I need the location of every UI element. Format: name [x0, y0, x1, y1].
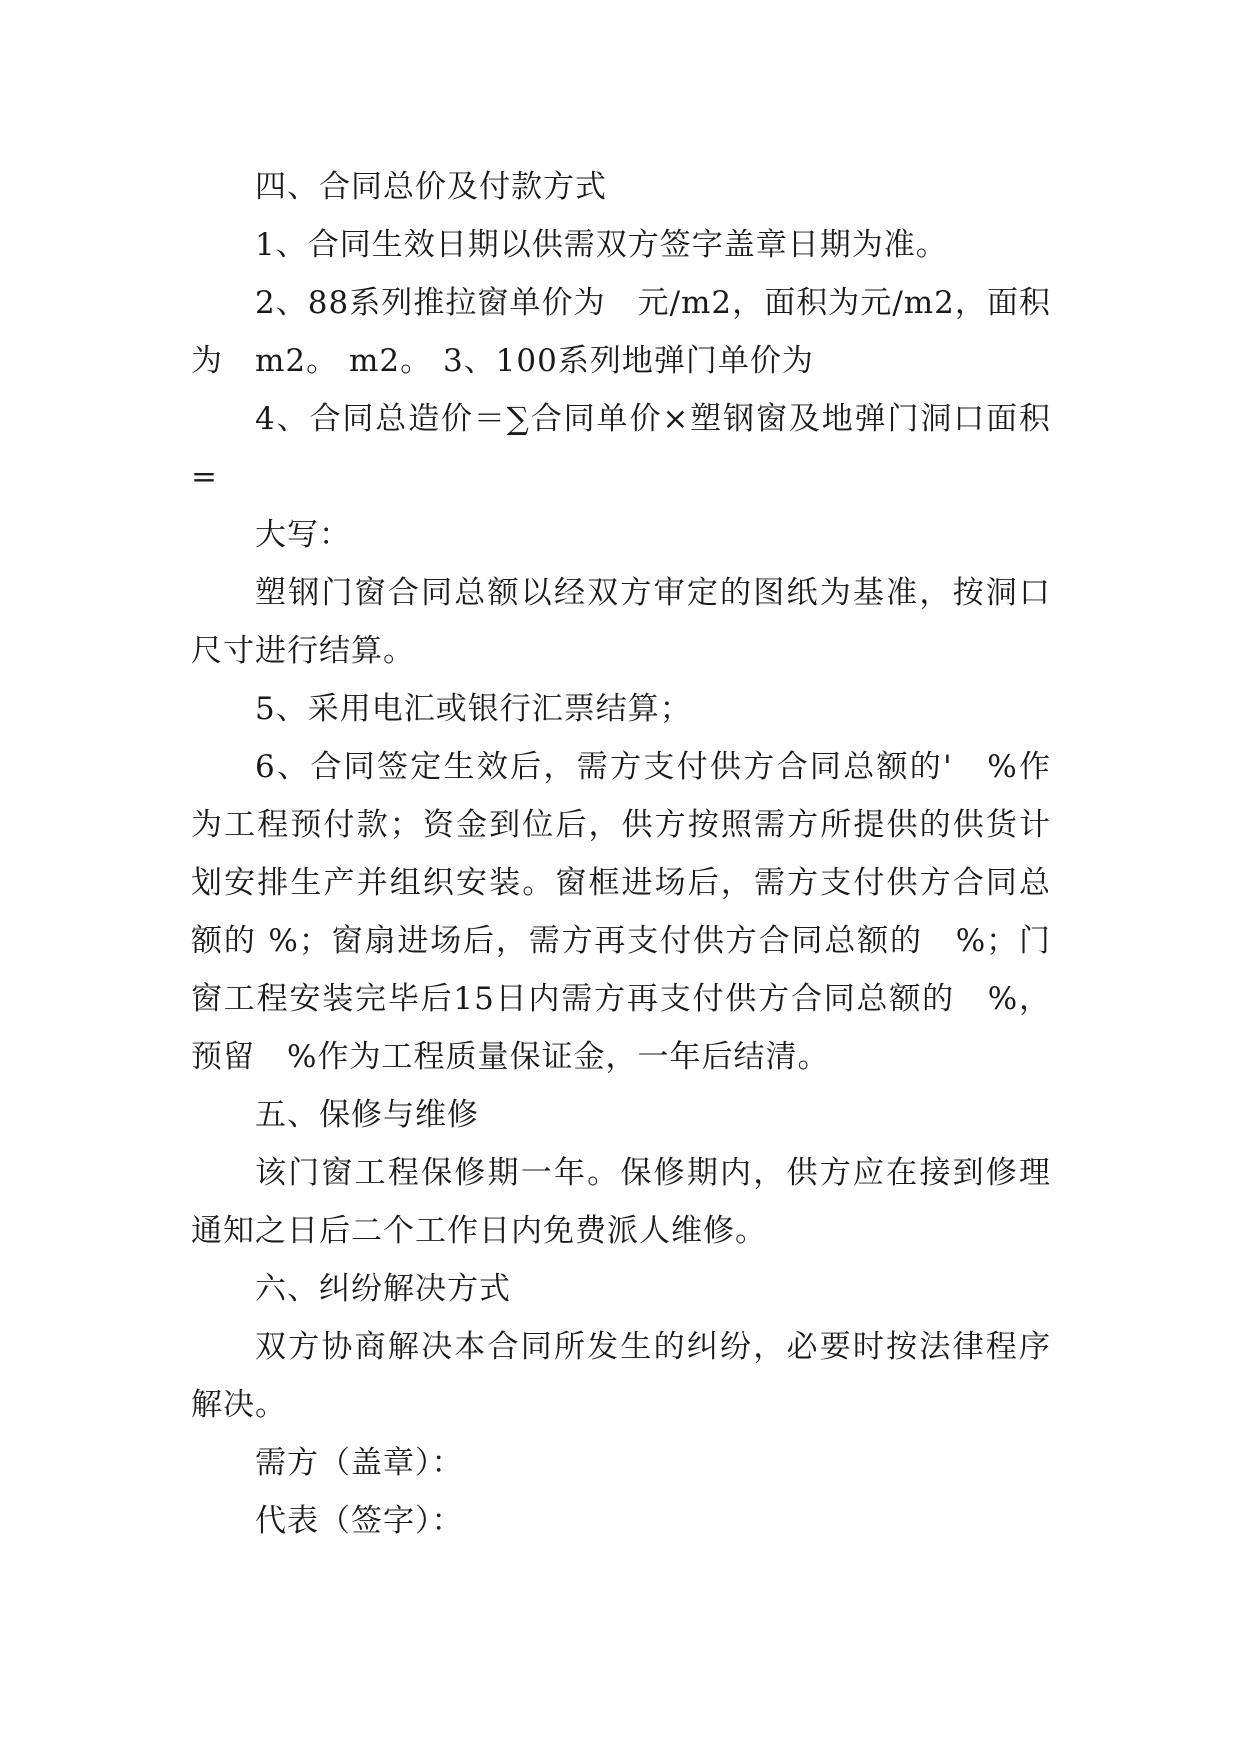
clause-payment-method: 5、采用电汇或银行汇票结算； [255, 691, 692, 727]
clause-amount-in-words: 大写： [255, 517, 351, 553]
clause-dispute-resolution: 双方协商解决本合同所发生的纠纷，必要时按法律程序解决。 [191, 1329, 1051, 1423]
clause-total-cost: 4、合同总造价＝∑合同单价×塑钢窗及地弹门洞口面积= [191, 401, 1051, 495]
section-heading-total-price-payment: 四、合同总价及付款方式 [255, 169, 607, 205]
clause-effective-date: 1、合同生效日期以供需双方签字盖章日期为准。 [255, 227, 948, 263]
section-heading-dispute: 六、纠纷解决方式 [255, 1271, 511, 1307]
clause-settlement-basis: 塑钢门窗合同总额以经双方审定的图纸为基准，按洞口尺寸进行结算。 [191, 575, 1051, 669]
signature-buyer-seal: 需方（盖章）： [255, 1445, 464, 1481]
clause-unit-price: 2、88系列推拉窗单价为 元/m2，面积为元/m2，面积为 m2。 m2。 3、100系列地弹门单价为 [191, 285, 1051, 379]
section-heading-warranty: 五、保修与维修 [255, 1097, 479, 1133]
clause-warranty-period: 该门窗工程保修期一年。保修期内，供方应在接到修理通知之日后二个工作日内免费派人维修。 [191, 1155, 1051, 1249]
clause-payment-schedule: 6、合同签定生效后，需方支付供方合同总额的' %作为工程预付款；资金到位后，供方按照需方所提供的供货计划安排生产并组织安装。窗框进场后，需方支付供方合同总额的 %；窗扇进场后，需方再支付供方合同总额的 %；门窗工程安装完毕后15日内需方再支付供方合同总额的 %，预留 %作为工程质量保证金，一年后结清。 [191, 749, 1051, 1075]
document-body [191, 158, 1051, 1550]
signature-representative: 代表（签字）： [255, 1503, 464, 1539]
